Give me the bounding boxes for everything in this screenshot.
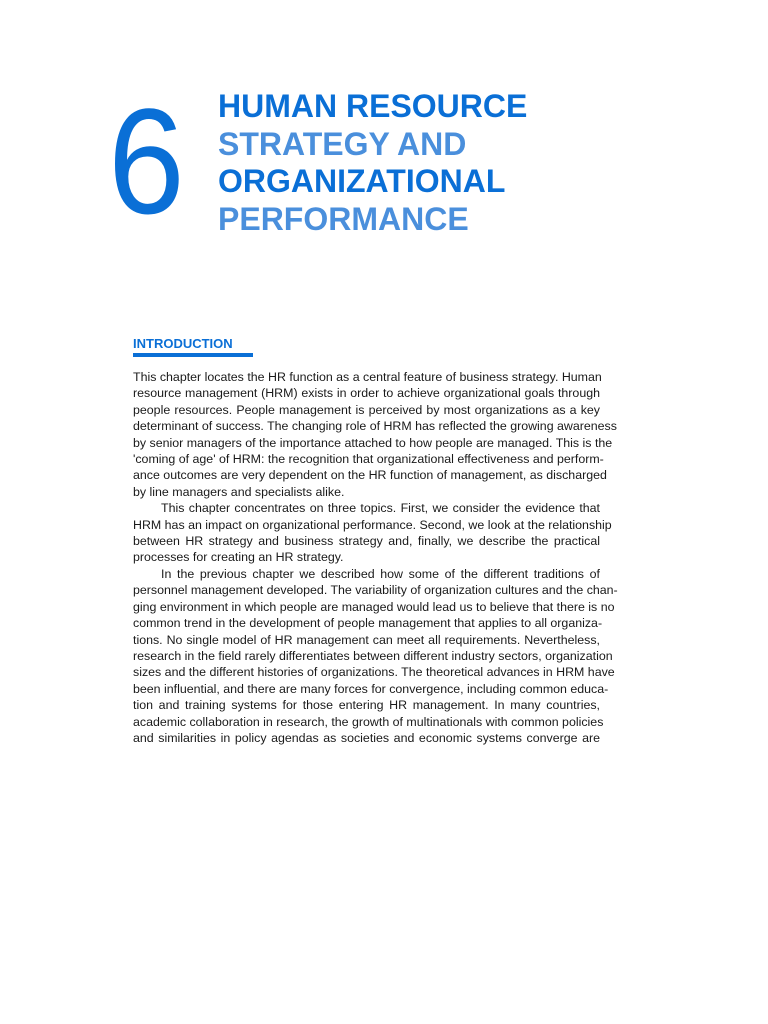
paragraph-line: tion and training systems for those entering HR management. In many countries, (133, 698, 600, 713)
paragraph-line: ging environment in which people are managed would lead us to believe that there is no (133, 599, 615, 614)
paragraph-line: tions. No single model of HR management can meet all requirements. Nevertheless, (133, 632, 600, 647)
paragraph-line: determinant of success. The changing role of HRM has reflected the growing awareness (133, 419, 617, 434)
chapter-title-line-2: STRATEGY AND (218, 125, 467, 162)
paragraph-2 (133, 500, 612, 566)
chapter-title-line-4: PERFORMANCE (218, 200, 469, 237)
paragraph-3 (133, 566, 618, 746)
paragraph-line: common trend in the development of people management that applies to all organiza- (133, 616, 603, 631)
paragraph-line: been influential, and there are many forces for convergence, including common educa- (133, 681, 609, 696)
chapter-title-line-3: ORGANIZATIONAL (218, 163, 506, 199)
paragraph-line: 'coming of age' of HRM: the recognition that organizational effectiveness and perform- (133, 452, 604, 467)
paragraph-line: personnel management developed. The variability of organization cultures and the chan- (133, 583, 618, 598)
paragraph-line: In the previous chapter we described how some of the different traditions of (161, 566, 600, 581)
paragraph-line: people resources. People management is perceived by most organizations as a key (133, 402, 600, 417)
body-text (133, 369, 618, 746)
paragraph-line: academic collaboration in research, the growth of multinationals with common policies (133, 714, 604, 729)
section-heading-rule (133, 353, 253, 357)
paragraph-line: This chapter locates the HR function as a central feature of business strategy. Human (133, 370, 602, 384)
paragraph-line: and similarities in policy agendas as societies and economic systems converge are (133, 730, 600, 745)
paragraph-line: HRM has an impact on organizational performance. Second, we look at the relationship (133, 517, 612, 532)
paragraph-line: by line managers and specialists alike. (133, 484, 345, 499)
paragraph-line: processes for creating an HR strategy. (133, 550, 344, 565)
paragraph-line: research in the field rarely differentiates between different industry sectors, organization (133, 648, 613, 663)
chapter-title (218, 88, 527, 238)
paragraph-line: between HR strategy and business strategy and, finally, we describe the practical (133, 534, 600, 549)
section-heading: INTRODUCTION (133, 336, 233, 351)
chapter-number: 6 (108, 77, 183, 245)
paragraph-1 (133, 369, 617, 500)
paragraph-line: ance outcomes are very dependent on the HR function of management, as discharged (133, 468, 607, 483)
paragraph-line: resource management (HRM) exists in order to achieve organizational goals through (133, 386, 600, 401)
paragraph-line: This chapter concentrates on three topics. First, we consider the evidence that (161, 501, 600, 516)
chapter-title-line-1: HUMAN RESOURCE (218, 88, 528, 124)
paragraph-line: by senior managers of the importance attached to how people are managed. This is the (133, 435, 613, 450)
paragraph-line: sizes and the different histories of organizations. The theoretical advances in HRM have (133, 665, 615, 680)
